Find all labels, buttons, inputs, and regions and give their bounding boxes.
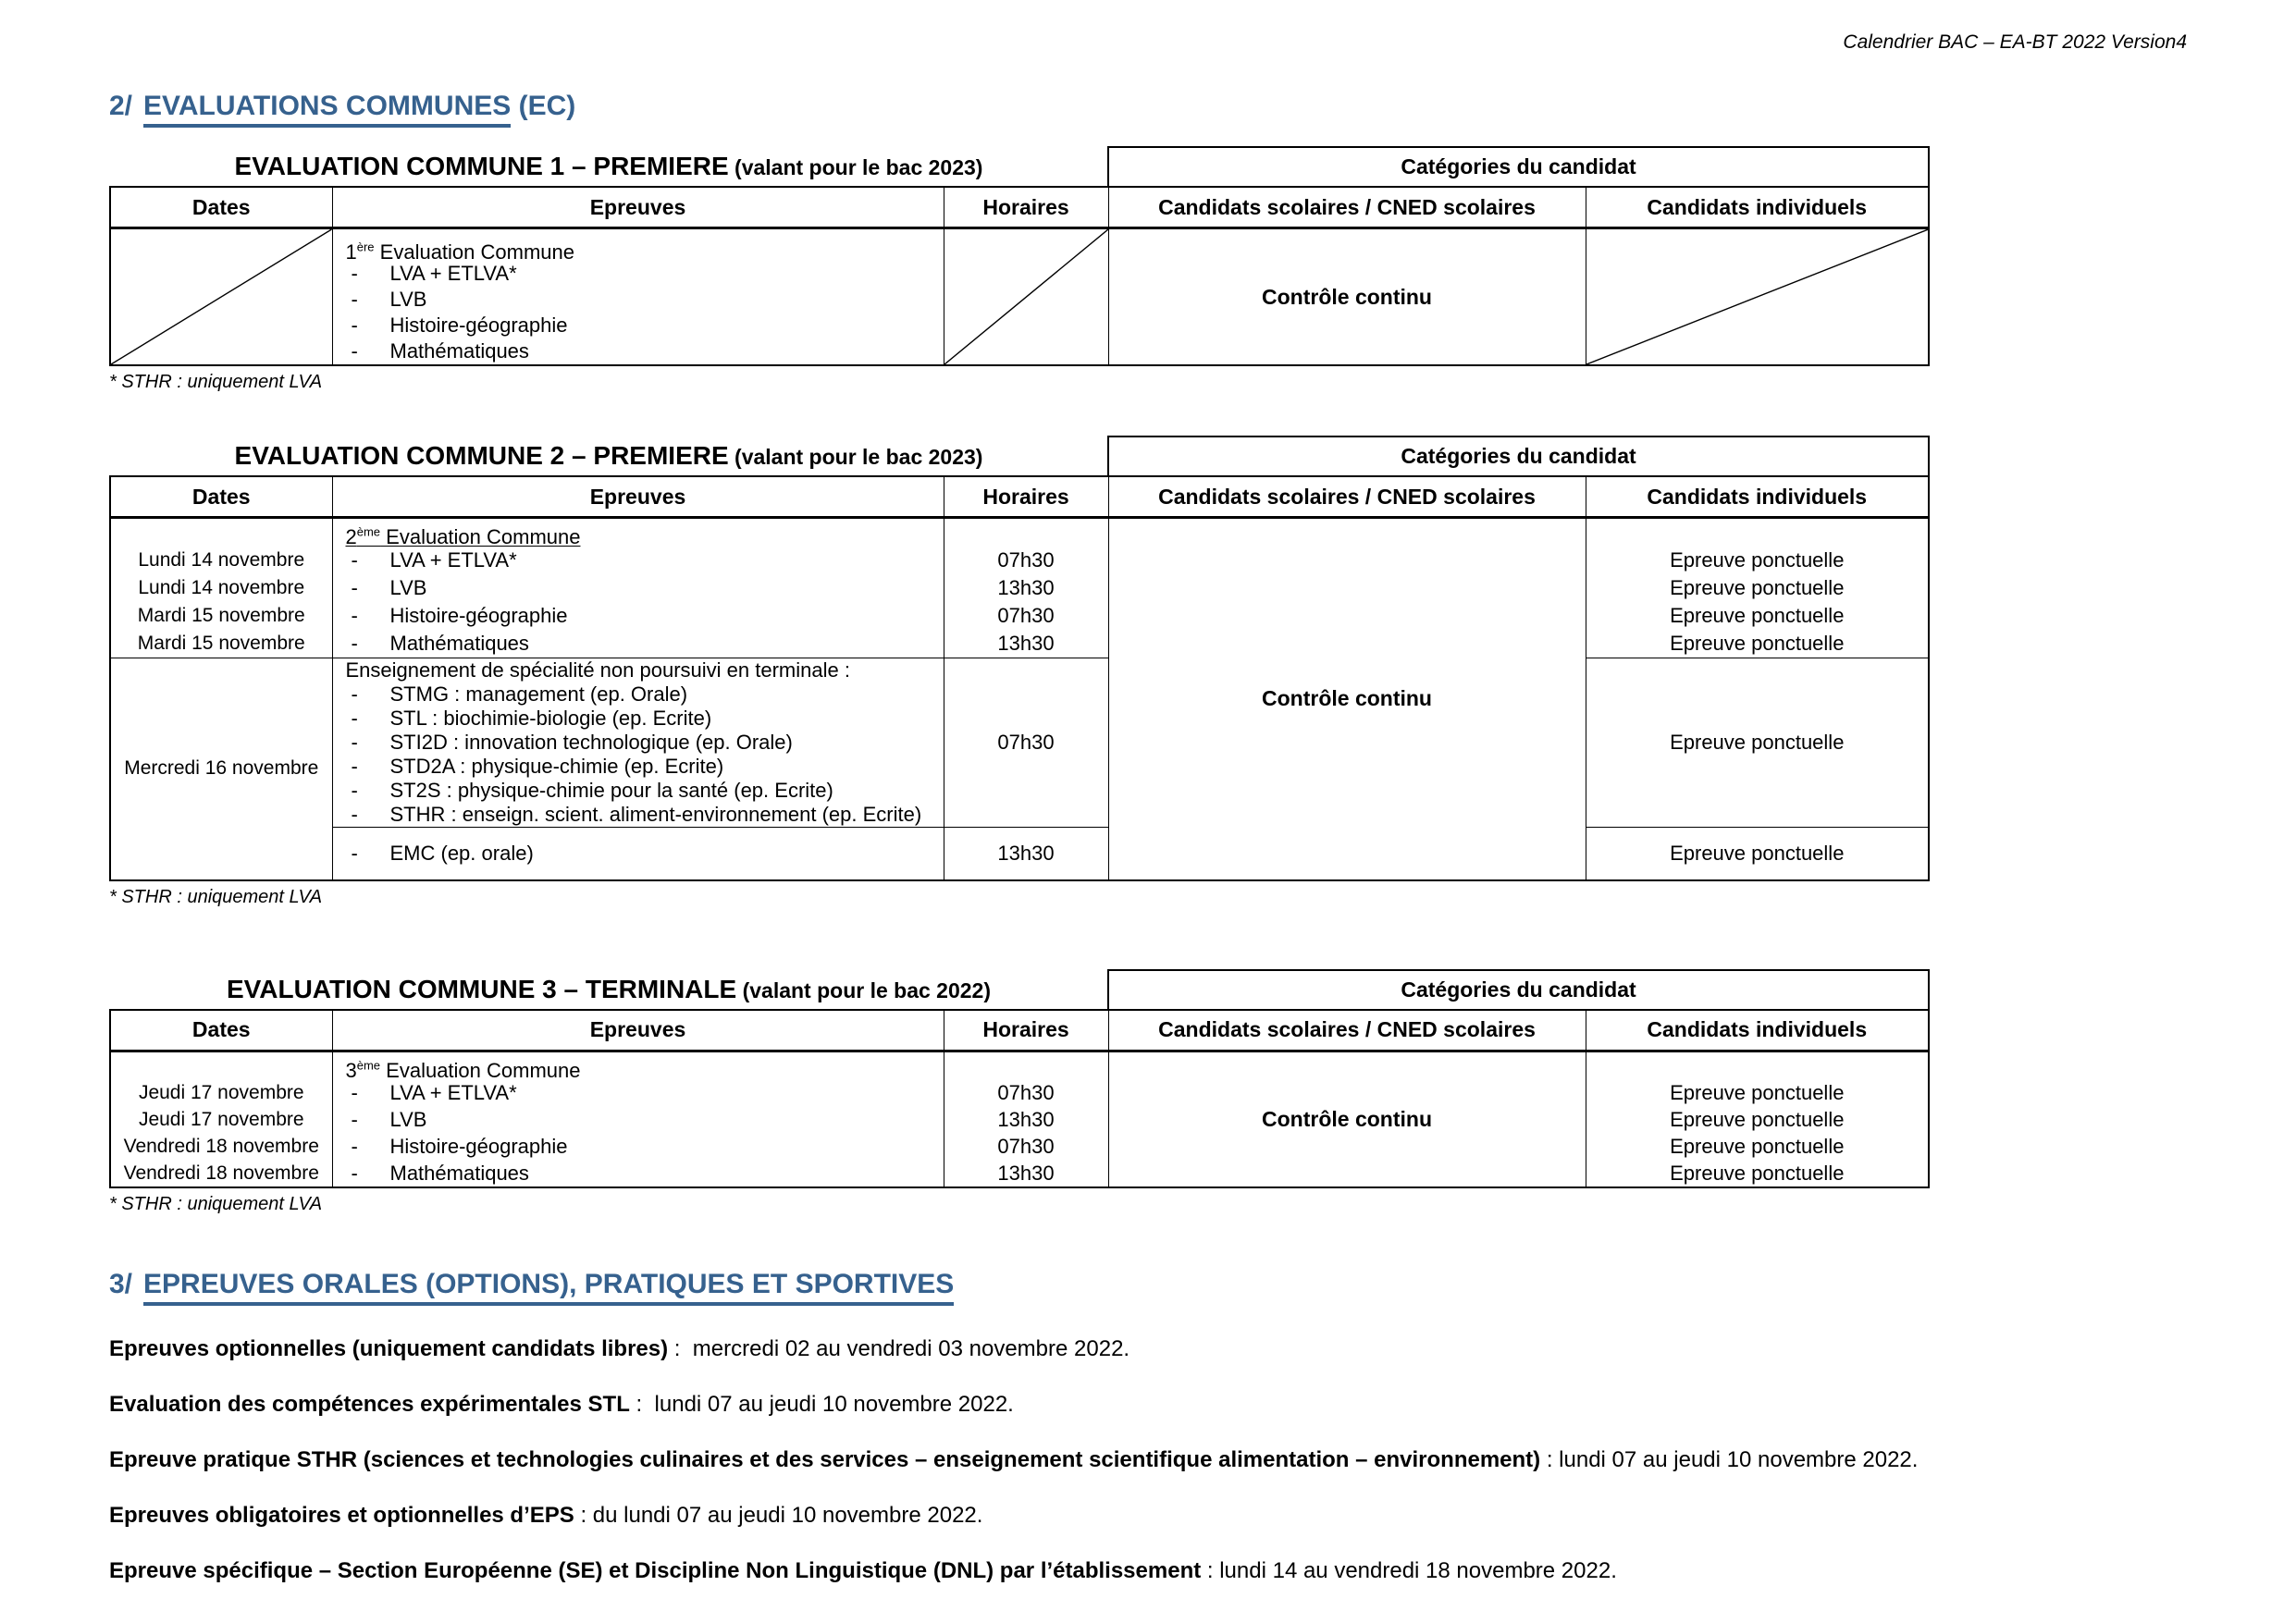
ec2-body-row-2 [110, 658, 1929, 828]
ec3-dates-cell [110, 1051, 332, 1187]
ec2-individuels-cell: Epreuve ponctuelle [1586, 658, 1929, 828]
specialite-intro-line: Enseignement de spécialité non poursuivi en terminale : [345, 658, 850, 682]
col-header-scolaires: Candidats scolaires / CNED scolaires [1108, 1010, 1586, 1051]
bullet-dash: - [351, 314, 358, 337]
epreuve-item: - Mathématiques [351, 339, 529, 363]
horaire-line: 07h30 [997, 548, 1055, 572]
col-header-scolaires: Candidats scolaires / CNED scolaires [1108, 187, 1586, 228]
col-header-dates: Dates [110, 476, 332, 518]
ec3-horaires-cell [944, 1051, 1108, 1187]
horaire-line: 13h30 [997, 1107, 1055, 1131]
epreuve-item: - STI2D : innovation technologique (ep. Orale) [351, 731, 793, 754]
ec2-dates-cell: Mercredi 16 novembre [110, 658, 332, 880]
empty-line [1586, 519, 1929, 547]
date-line: Mardi 15 novembre [137, 633, 305, 654]
bullet-dash: - [351, 548, 358, 572]
epreuve-item: - LVB [351, 288, 427, 311]
ec1-dates-cell [110, 228, 332, 366]
epreuve-ponctuelle-line: Epreuve ponctuelle [1670, 548, 1845, 572]
empty-line [944, 1052, 1108, 1079]
empty-line [1586, 1052, 1929, 1079]
ec2-individuels-cell: Epreuve ponctuelle [1586, 828, 1929, 880]
ec3-evaluation-commune-title: 3ème Evaluation Commune [345, 1058, 581, 1079]
date-line: Lundi 14 novembre [138, 549, 305, 571]
col-header-dates: Dates [110, 1010, 332, 1051]
ec2-horaires-cell [944, 518, 1108, 658]
epreuve-item: - Mathématiques [351, 1161, 529, 1185]
epreuve-item: - STL : biochimie-biologie (ep. Ecrite) [351, 707, 712, 730]
ec1-controle-continu-cell: Contrôle continu [1108, 228, 1586, 366]
epreuve-item: - LVA + ETLVA* [351, 1080, 517, 1104]
section-3-title: EPREUVES ORALES (OPTIONS), PRATIQUES ET SPORTIVES [143, 1269, 954, 1306]
ec3-header-row [110, 1010, 1929, 1051]
ec2-horaires-cell: 13h30 [944, 828, 1108, 880]
epreuve-item: - LVA + ETLVA* [351, 262, 517, 285]
bullet-dash: - [351, 1134, 358, 1158]
ec1-body-row [110, 228, 1929, 366]
ec2-header-row [110, 476, 1929, 518]
ec3-controle-continu-cell: Contrôle continu [1108, 1051, 1586, 1187]
bullet-dash: - [351, 682, 358, 706]
categories-du-candidat-header: Catégories du candidat [1108, 147, 1929, 187]
epreuve-item: - STD2A : physique-chimie (ep. Ecrite) [351, 755, 724, 778]
sthr-note: * STHR : uniquement LVA [109, 886, 323, 907]
ec-title-line [333, 1052, 944, 1079]
ec1-epreuves-cell [332, 228, 944, 366]
empty-line [944, 519, 1108, 547]
section-3-number: 3/ [109, 1268, 133, 1299]
ec3-body-row [110, 1051, 1929, 1187]
epreuve-ponctuelle-line: Epreuve ponctuelle [1670, 632, 1845, 655]
ec2-body-row-3 [110, 828, 1929, 880]
col-header-epreuves: Epreuves [332, 1010, 944, 1051]
section-3-heading [109, 1269, 2187, 1300]
date-line: Vendredi 18 novembre [123, 1162, 319, 1184]
paragraph-epreuve-pratique-sthr: Epreuve pratique STHR (sciences et technologies culinaires et des services – enseignement scientifique alimentation – environnement) : lundi 07 au jeudi 10 novembre 2022. [109, 1446, 1919, 1472]
bullet-dash: - [351, 604, 358, 627]
diagonal-line [944, 229, 1108, 364]
ec2-title-row [110, 436, 1929, 476]
bullet-dash: - [351, 262, 358, 285]
ec1-header-row [110, 187, 1929, 228]
ec-title-line [333, 235, 944, 261]
epreuve-ponctuelle-line: Epreuve ponctuelle [1670, 604, 1845, 627]
diagonal-line [111, 229, 332, 364]
date-line: Lundi 14 novembre [138, 577, 305, 598]
ec-title-line [333, 519, 944, 547]
col-header-individuels: Candidats individuels [1586, 1010, 1929, 1051]
epreuve-item: - STHR : enseign. scient. aliment-environnement (ep. Ecrite) [351, 803, 922, 826]
ec2-controle-continu-cell: Contrôle continu [1108, 518, 1586, 880]
col-header-epreuves: Epreuves [332, 187, 944, 228]
sthr-note: * STHR : uniquement LVA [109, 372, 323, 392]
col-header-epreuves: Epreuves [332, 476, 944, 518]
ec2-evaluation-commune-title: 2ème Evaluation Commune [345, 525, 581, 547]
epreuve-item: - Histoire-géographie [333, 602, 944, 630]
epreuve-item: - EMC (ep. orale) [351, 841, 534, 865]
bullet-dash: - [351, 707, 358, 730]
date-line: Jeudi 17 novembre [138, 1081, 304, 1103]
ec3-title-suffix: (valant pour le bac 2022) [736, 977, 992, 1002]
section-2-heading [109, 91, 2187, 122]
bullet-dash: - [351, 576, 358, 599]
horaire-line: 07h30 [997, 1080, 1055, 1104]
bullet-dash: - [351, 1080, 358, 1104]
sthr-note: * STHR : uniquement LVA [109, 1193, 323, 1214]
ec1-evaluation-commune-title: 1ère Evaluation Commune [345, 240, 574, 261]
epreuve-ponctuelle-line: Epreuve ponctuelle [1670, 1161, 1845, 1185]
epreuve-item: - Histoire-géographie [351, 314, 568, 337]
epreuve-item: - Mathématiques [333, 630, 944, 658]
categories-du-candidat-header: Catégories du candidat [1108, 970, 1929, 1010]
epreuve-item: - LVA + ETLVA* [333, 547, 944, 574]
date-line: Mardi 15 novembre [137, 605, 305, 626]
epreuve-ponctuelle-line: Epreuve ponctuelle [1670, 1107, 1845, 1131]
ec2-epreuves-cell [332, 828, 944, 880]
paragraph-competences-experimentales-stl: Evaluation des compétences expérimentales STL : lundi 07 au jeudi 10 novembre 2022. [109, 1391, 1014, 1417]
epreuve-ponctuelle-line: Epreuve ponctuelle [1670, 576, 1845, 599]
col-header-horaires: Horaires [944, 476, 1108, 518]
date-line: Jeudi 17 novembre [138, 1108, 304, 1130]
section-2-number: 2/ [109, 91, 133, 121]
bullet-dash: - [351, 1161, 358, 1185]
col-header-dates: Dates [110, 187, 332, 228]
epreuve-ponctuelle-line: Epreuve ponctuelle [1670, 1134, 1845, 1158]
ec1-table [109, 146, 1930, 366]
ec2-body-row-1 [110, 518, 1929, 658]
horaire-line: 13h30 [997, 576, 1055, 599]
ec2-title-main: EVALUATION COMMUNE 2 – PREMIERE [234, 441, 729, 470]
ec2-horaires-cell: 07h30 [944, 658, 1108, 828]
col-header-scolaires: Candidats scolaires / CNED scolaires [1108, 476, 1586, 518]
section-2-suffix: (EC) [511, 91, 576, 121]
ec3-individuels-cell [1586, 1051, 1929, 1187]
col-header-horaires: Horaires [944, 187, 1108, 228]
diagonal-line [1586, 229, 1929, 364]
epreuve-item: - ST2S : physique-chimie pour la santé (ep. Ecrite) [351, 779, 833, 802]
ec3-title-main: EVALUATION COMMUNE 3 – TERMINALE [226, 974, 737, 1003]
epreuve-item: - LVB [351, 1107, 427, 1131]
col-header-individuels: Candidats individuels [1586, 476, 1929, 518]
bullet-dash: - [351, 779, 358, 802]
ec2-epreuves-cell [332, 518, 944, 658]
bullet-dash: - [351, 339, 358, 363]
ec2-table [109, 436, 1930, 881]
ec1-title-suffix: (valant pour le bac 2023) [728, 155, 983, 179]
ec2-table-title [110, 436, 1108, 476]
ec2-title-suffix: (valant pour le bac 2023) [728, 445, 983, 469]
section-2-title: EVALUATIONS COMMUNES [143, 91, 511, 128]
bullet-dash: - [351, 731, 358, 754]
paragraph-se-dnl: Epreuve spécifique – Section Européenne (SE) et Discipline Non Linguistique (DNL) par l’établissement : lundi 14 au vendredi 18 novembre 2022. [109, 1557, 1617, 1583]
epreuve-item: - Histoire-géographie [351, 1134, 568, 1158]
ec2-dates-cell [110, 518, 332, 658]
ec1-title-main: EVALUATION COMMUNE 1 – PREMIERE [234, 152, 729, 180]
bullet-dash: - [351, 1107, 358, 1131]
ec1-individuels-cell [1586, 228, 1929, 366]
doc-header: Calendrier BAC – EA-BT 2022 Version4 [1843, 31, 2187, 53]
paragraph-epreuves-optionnelles: Epreuves optionnelles (uniquement candidats libres) : mercredi 02 au vendredi 03 novembre 2022. [109, 1335, 1130, 1361]
horaire-line: 07h30 [997, 1134, 1055, 1158]
epreuve-item: - LVB [333, 574, 944, 602]
bullet-dash: - [351, 755, 358, 778]
horaire-line: 13h30 [997, 1161, 1055, 1185]
ec3-table-title [110, 970, 1108, 1010]
ec3-title-row [110, 970, 1929, 1010]
ec2-individuels-cell [1586, 518, 1929, 658]
col-header-horaires: Horaires [944, 1010, 1108, 1051]
date-line: Vendredi 18 novembre [123, 1135, 319, 1157]
horaire-line: 13h30 [997, 632, 1055, 655]
categories-du-candidat-header: Catégories du candidat [1108, 436, 1929, 476]
horaire-line: 07h30 [997, 604, 1055, 627]
bullet-dash: - [351, 841, 358, 865]
paragraph-eps: Epreuves obligatoires et optionnelles d’EPS : du lundi 07 au jeudi 10 novembre 2022. [109, 1502, 983, 1528]
col-header-individuels: Candidats individuels [1586, 187, 1929, 228]
ec1-table-title [110, 147, 1108, 187]
empty-line [111, 519, 332, 547]
ec2-epreuves-cell [332, 658, 944, 828]
ec1-title-row [110, 147, 1929, 187]
ec3-epreuves-cell [332, 1051, 944, 1187]
ec3-table [109, 969, 1930, 1188]
epreuve-ponctuelle-line: Epreuve ponctuelle [1670, 1080, 1845, 1104]
ec1-horaires-cell [944, 228, 1108, 366]
bullet-dash: - [351, 803, 358, 826]
empty-line [111, 1052, 332, 1079]
bullet-dash: - [351, 288, 358, 311]
epreuve-item: - STMG : management (ep. Orale) [351, 682, 688, 706]
bullet-dash: - [351, 632, 358, 655]
